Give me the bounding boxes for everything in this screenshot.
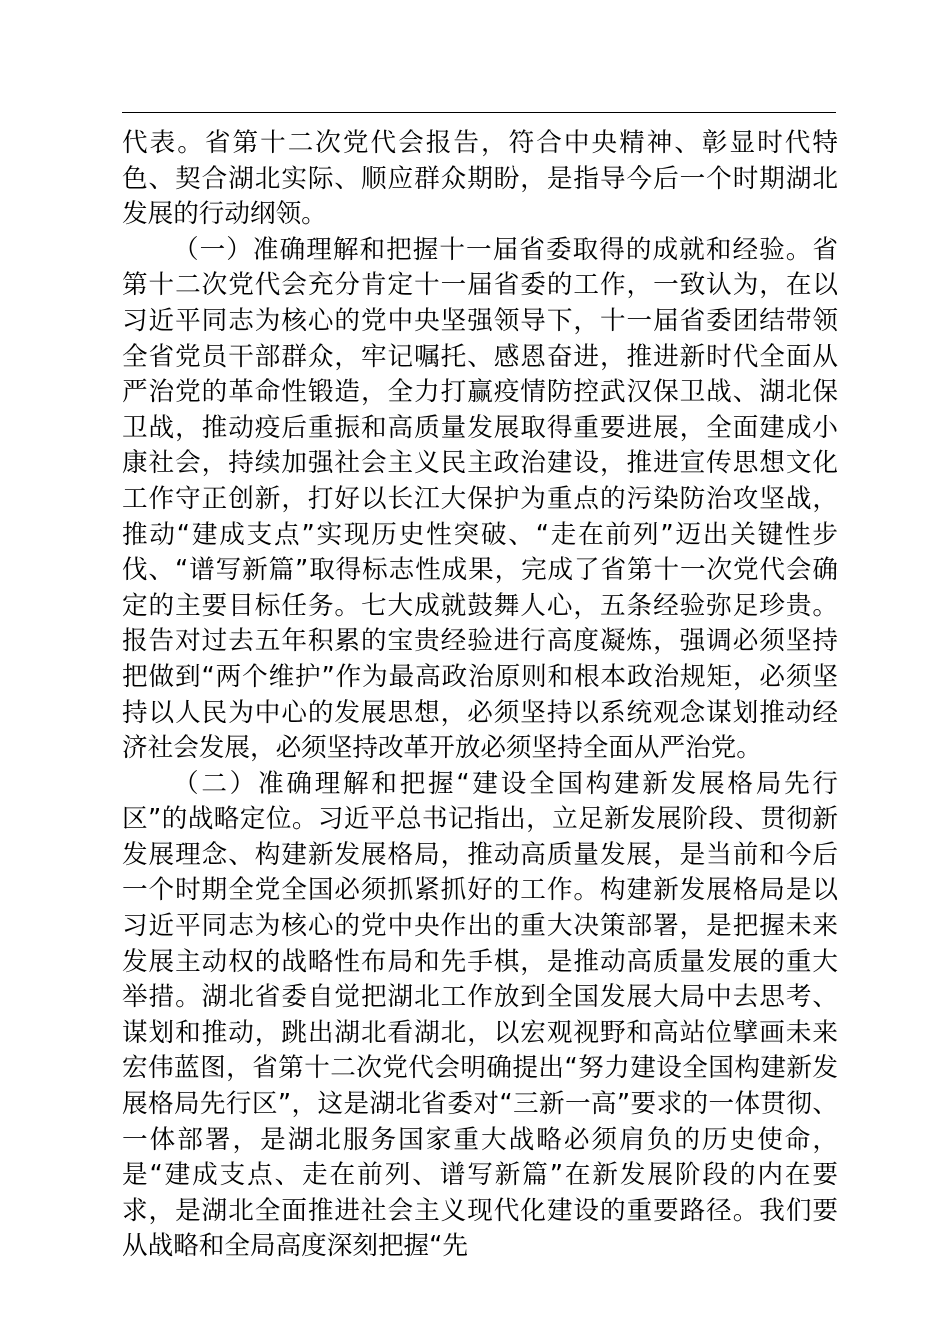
paragraph-continuation: 代表。省第十二次党代会报告，符合中央精神、彰显时代特色、契合湖北实际、顺应群众期盼，是指导今后一个时期湖北发展的行动纲领。 [122,128,838,230]
paragraph-section-two: （二）准确理解和把握“建设全国构建新发展格局先行区”的战略定位。习近平总书记指出，立足新发展阶段、贯彻新发展理念、构建新发展格局，推动高质量发展，是当前和今后一个时期全党全国必须抓紧抓好的工作。构建新发展格局是以习近平同志为核心的党中央作出的重大决策部署，是把握未来发展主动权的战略性布局和先手棋，是推动高质量发展的重大举措。湖北省委自觉把湖北工作放到全国发展大局中去思考、谋划和推动，跳出湖北看湖北，以宏观视野和高站位擘画未来宏伟蓝图，省第十二次党代会明确提出“努力建设全国构建新发展格局先行区”，这是湖北省委对“三新一高”要求的一体贯彻、一体部署，是湖北服务国家重大战略必须肩负的历史使命，是“建成支点、走在前列、谱写新篇”在新发展阶段的内在要求，是湖北全面推进社会主义现代化建设的重要路径。我们要从战略和全局高度深刻把握“先 [122,768,838,1262]
document-body [122,126,838,1265]
header-rule [122,112,836,113]
paragraph-section-one: （一）准确理解和把握十一届省委取得的成就和经验。省第十二次党代会充分肯定十一届省委的工作，一致认为，在以习近平同志为核心的党中央坚强领导下，十一届省委团结带领全省党员干部群众，牢记嘱托、感恩奋进，推进新时代全面从严治党的革命性锻造，全力打赢疫情防控武汉保卫战、湖北保卫战，推动疫后重振和高质量发展取得重要进展，全面建成小康社会，持续加强社会主义民主政治建设，推进宣传思想文化工作守正创新，打好以长江大保护为重点的污染防治攻坚战，推动“建成支点”实现历史性突破、“走在前列”迈出关键性步伐、“谱写新篇”取得标志性成果，完成了省第十一次党代会确定的主要目标任务。七大成就鼓舞人心，五条经验弥足珍贵。报告对过去五年积累的宝贵经验进行高度凝炼，强调必须坚持把做到“两个维护”作为最高政治原则和根本政治规矩，必须坚持以人民为中心的发展思想，必须坚持以系统观念谋划推动经济社会发展，必须坚持改革开放必须坚持全面从严治党。 [122,234,838,764]
